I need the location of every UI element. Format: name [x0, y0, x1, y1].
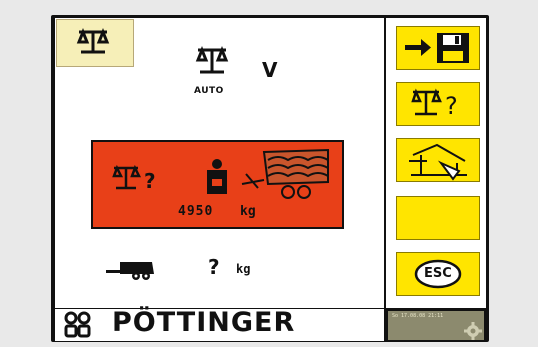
save-button[interactable]	[396, 26, 480, 70]
scale-question-icon	[411, 88, 481, 122]
scale-question-icon	[112, 164, 172, 196]
svg-text:?: ?	[445, 92, 458, 120]
svg-text:?: ?	[144, 169, 156, 193]
gear-icon[interactable]	[464, 322, 482, 340]
wagon-weigh-button[interactable]	[396, 138, 480, 182]
trailer-weight-unit: kg	[236, 262, 251, 276]
scale-icon	[75, 28, 115, 58]
check-mark: V	[262, 58, 278, 82]
esc-button[interactable]	[396, 252, 480, 296]
status-datetime: So 17.08.08 21:11	[392, 313, 444, 319]
loader-wagon-icon	[238, 144, 334, 204]
weighing-mode-tile[interactable]	[56, 19, 134, 67]
tare-weighing-button[interactable]	[396, 82, 480, 126]
alert-weight-value: 4950	[178, 204, 214, 219]
auto-mode-label: AUTO	[194, 86, 224, 96]
save-to-disk-icon	[403, 31, 477, 65]
esc-label: ESC	[424, 266, 452, 281]
wagon-weigh-icon	[407, 141, 477, 181]
empty-softkey[interactable]	[396, 196, 480, 240]
trailer-weight-value: ?	[208, 255, 220, 279]
poettinger-logo-icon	[64, 311, 92, 339]
brand-name: PÖTTINGER	[112, 307, 296, 338]
scale-icon	[196, 46, 236, 78]
weight-icon	[203, 158, 231, 196]
alert-weight-unit: kg	[240, 204, 256, 219]
trailer-icon	[104, 260, 156, 282]
